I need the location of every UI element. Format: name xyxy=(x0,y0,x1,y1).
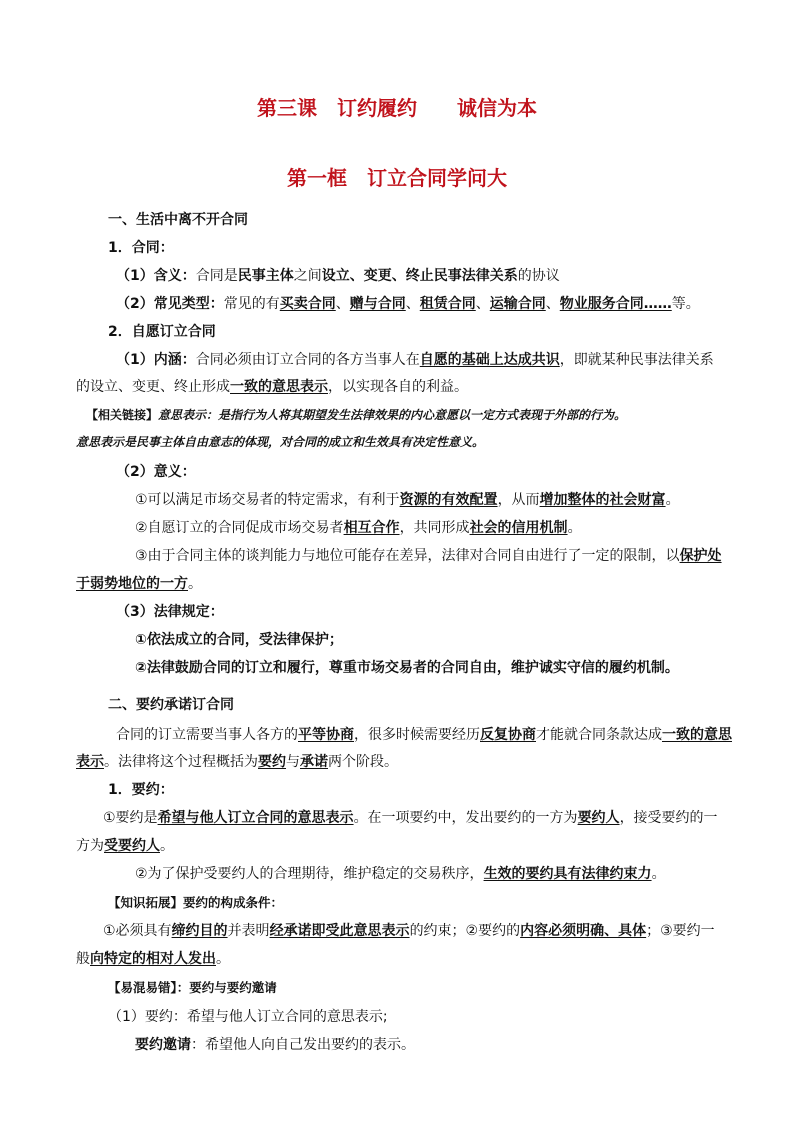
text: 于弱势地位的一方 xyxy=(76,576,188,592)
text: ：是指行为人将其期望发生法律效果的内心意愿以一定方式表现于外部的行为。 xyxy=(206,408,627,422)
offer-paragraph-line-2 xyxy=(76,752,398,772)
definition-label: （1）含义： xyxy=(116,268,196,284)
subheading-voluntary: 2．自愿订立合同 xyxy=(108,324,216,340)
text: （1）要约： xyxy=(108,1009,187,1025)
text: 常见的有 xyxy=(223,296,280,312)
law-label: （3）法律规定： xyxy=(116,604,224,620)
text: 反复协商 xyxy=(480,727,536,743)
text: 平等协商 xyxy=(298,727,354,743)
offer-item-2 xyxy=(135,864,666,884)
text: 等。 xyxy=(671,296,700,312)
offer-item-1-line-1 xyxy=(103,808,718,828)
significance-label: （2）意义： xyxy=(116,464,196,480)
law-item-1: ①依法成立的合同，受法律保护； xyxy=(135,632,343,648)
text: 设立、变更、终止民事法律关系 xyxy=(321,268,518,284)
text: 自愿的基础上达成共识 xyxy=(419,352,560,368)
related-link-label: 【相关链接】 xyxy=(86,408,159,422)
conditions-line-2 xyxy=(76,949,230,969)
connotation-line-2 xyxy=(76,377,468,397)
text: 生效的要约具有法律约束力 xyxy=(483,866,652,882)
text: 承诺 xyxy=(300,754,328,770)
text: 合同是 xyxy=(195,268,238,284)
page-title: 第三课 订约履约 诚信为本 xyxy=(257,96,537,120)
types-label: （2）常见类型： xyxy=(116,296,224,312)
text: ，以实现各自的利益。 xyxy=(328,379,468,395)
connotation-label: （1）内涵： xyxy=(116,352,196,368)
text: 内容必须明确、具体 xyxy=(520,923,647,939)
text: ，即就某种民事法律关系 xyxy=(559,352,714,368)
law-item-2: ②法律鼓励合同的订立和履行，尊重市场交易者的合同自由，维护诚实守信的履约机制。 xyxy=(135,660,679,676)
easy-confuse-heading: 【易混易错】：要约与要约邀请 xyxy=(108,980,277,995)
text: 受要约人 xyxy=(104,838,160,854)
text: ②自愿订立的合同促成市场交易者 xyxy=(135,520,344,536)
text: ③由于合同主体的谈判能力与地位可能存在差异，法律对合同自由进行了一定的限制，以 xyxy=(135,548,680,564)
text: ①要约是 xyxy=(103,810,158,826)
text: ①必须具有 xyxy=(103,923,172,939)
section-heading-2: 二、要约承诺订合同 xyxy=(108,697,234,713)
contract-type: 赠与合同 xyxy=(349,296,406,312)
text: 一致的意思表示 xyxy=(230,379,328,395)
text: 增加整体的社会财富 xyxy=(539,492,666,508)
related-link-line-2: 意思表示是民事主体自由意志的体现，对合同的成立和生效具有决定性意义。 xyxy=(76,435,485,449)
text: 社会的信用机制 xyxy=(469,520,568,536)
text: 相互合作 xyxy=(343,520,400,536)
offer-invitation-line xyxy=(135,1035,415,1055)
text: 。 xyxy=(216,951,230,967)
text: 合同的订立需要当事人各方的 xyxy=(116,727,298,743)
text: 经承诺即受此意思表示 xyxy=(269,923,410,939)
text: 表示 xyxy=(76,754,104,770)
text: 民事主体 xyxy=(237,268,294,284)
knowledge-extension-heading: 【知识拓展】要约的构成条件： xyxy=(108,895,284,910)
significance-1 xyxy=(135,490,680,510)
text: 希望与他人订立合同的意思表示 xyxy=(157,810,354,826)
text: 的协议 xyxy=(517,268,560,284)
page-subtitle: 第一框 订立合同学问大 xyxy=(287,166,507,190)
text: 缔约目的 xyxy=(171,923,228,939)
contract-type: 买卖合同 xyxy=(279,296,336,312)
text: 的约束；②要约的 xyxy=(409,923,521,939)
text: 向特定的相对人发出 xyxy=(90,951,216,967)
text: 。法律将这个过程概括为 xyxy=(104,754,258,770)
related-link-line-1 xyxy=(86,405,626,425)
connotation-line-1 xyxy=(116,350,714,370)
text: 之间 xyxy=(293,268,322,284)
offer-paragraph-line-1 xyxy=(116,725,732,745)
subheading-contract: 1．合同： xyxy=(108,240,174,256)
text: ：希望他人向自己发出要约的表示。 xyxy=(191,1037,415,1053)
text: 意思表示 xyxy=(158,408,207,422)
contract-type: 物业服务合同…… xyxy=(559,296,672,312)
text: 、 xyxy=(475,296,490,312)
text: 要约邀请 xyxy=(135,1037,191,1053)
offer-definition-line xyxy=(108,1007,388,1027)
text: 并表明 xyxy=(227,923,270,939)
text: 保护处 xyxy=(679,548,722,564)
text: 、 xyxy=(545,296,560,312)
text: 、 xyxy=(335,296,350,312)
text: 合同必须由订立合同的各方当事人在 xyxy=(195,352,420,368)
text: 。 xyxy=(567,520,582,536)
text: 、 xyxy=(405,296,420,312)
subheading-offer: 1．要约： xyxy=(108,782,174,798)
offer-item-1-line-2 xyxy=(76,836,174,856)
text: ，共同形成 xyxy=(399,520,470,536)
text: 。 xyxy=(188,576,202,592)
contract-type: 租赁合同 xyxy=(419,296,476,312)
text: 。 xyxy=(665,492,680,508)
types-line xyxy=(116,294,700,314)
text: 要约人 xyxy=(577,810,620,826)
text: 一致的意思 xyxy=(662,727,732,743)
significance-3-line-1 xyxy=(135,546,722,566)
text: ，从而 xyxy=(497,492,540,508)
text: 般 xyxy=(76,951,90,967)
text: ，很多时候需要经历 xyxy=(354,727,480,743)
text: 。在一项要约中，发出要约的一方为 xyxy=(353,810,578,826)
text: 的设立、变更、终止形成 xyxy=(76,379,230,395)
contract-type: 运输合同 xyxy=(489,296,546,312)
text: ①可以满足市场交易者的特定需求，有利于 xyxy=(135,492,400,508)
text: ；③要约一 xyxy=(646,923,715,939)
significance-2 xyxy=(135,518,582,538)
text: 希望与他人订立合同的意思表示; xyxy=(186,1009,388,1025)
text: 。 xyxy=(651,866,666,882)
conditions-line-1 xyxy=(103,921,715,941)
text: ，接受要约的一 xyxy=(619,810,718,826)
text: 方为 xyxy=(76,838,104,854)
text: 与 xyxy=(286,754,300,770)
text: 才能就合同条款达成 xyxy=(536,727,662,743)
text: ②为了保护受要约人的合理期待，维护稳定的交易秩序， xyxy=(135,866,484,882)
text: 要约 xyxy=(258,754,286,770)
text: 资源的有效配置 xyxy=(399,492,498,508)
definition-line xyxy=(116,266,560,286)
significance-3-line-2 xyxy=(76,574,202,594)
section-heading-1: 一、生活中离不开合同 xyxy=(108,212,248,228)
text: 两个阶段。 xyxy=(328,754,398,770)
text: 。 xyxy=(160,838,174,854)
